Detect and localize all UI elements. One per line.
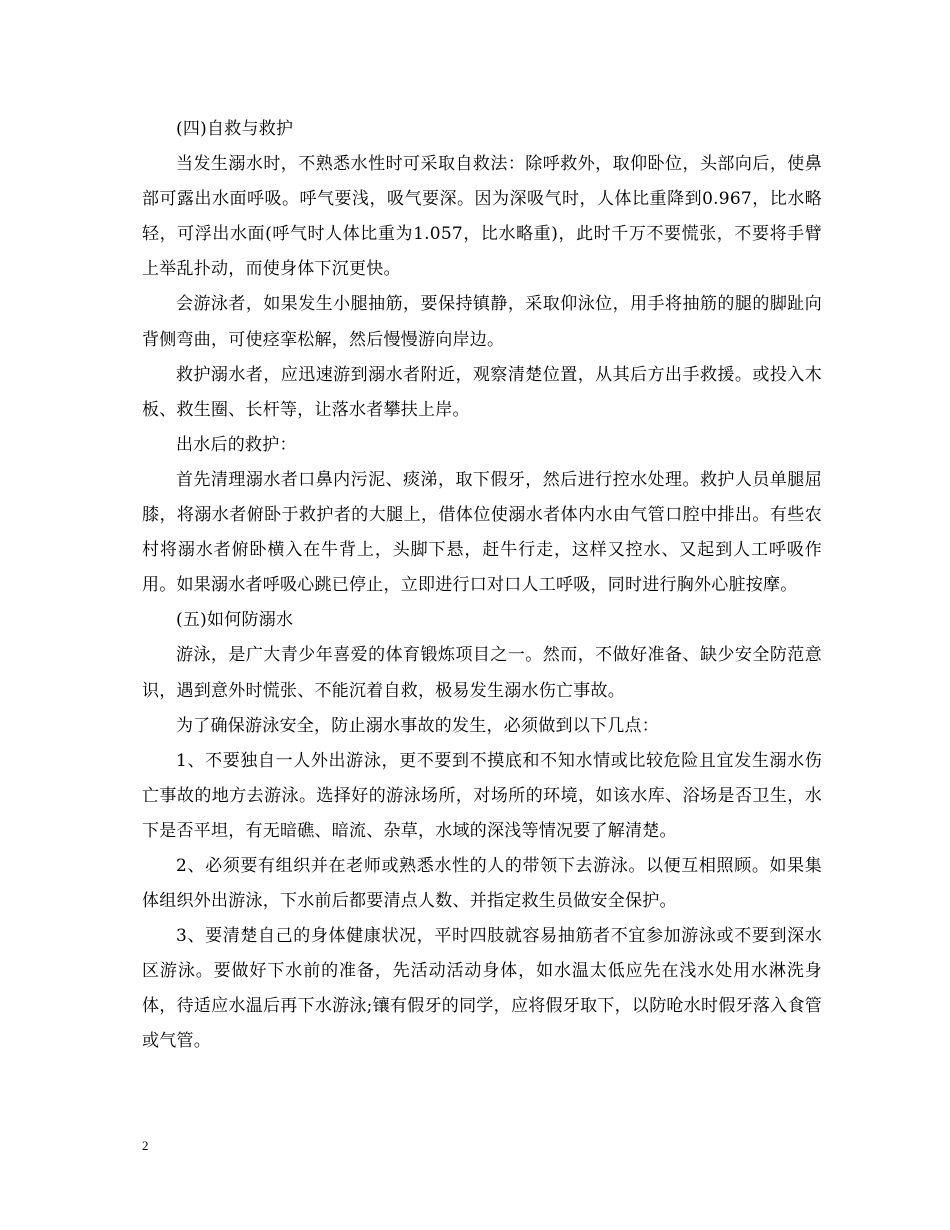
document-body <box>142 112 822 1060</box>
paragraph-after-water-title: 出水后的救护： <box>176 434 297 455</box>
paragraph-safety-points-intro: 为了确保游泳安全，防止溺水事故的发生，必须做到以下几点： <box>176 715 659 736</box>
paragraph-after-water-care: 首先清理溺水者口鼻内污泥、痰涕，取下假牙，然后进行控水处理。救护人员单腿屈膝，将溺水者俯卧于救护者的大腿上，借体位使溺水者体内水由气管口腔中排出。有些农村将溺水者俯卧横入在牛背上，头脚下悬，赶牛行走，这样又控水、又起到人工呼吸作用。如果溺水者呼吸心跳已停止，立即进行口对口人工呼吸，同时进行胸外心脏按摩。 <box>142 469 822 596</box>
paragraph-point-2: 2、必须要有组织并在老师或熟悉水性的人的带领下去游泳。以便互相照顾。如果集体组织外出游泳，下水前后都要清点人数、并指定救生员做安全保护。 <box>142 855 822 912</box>
paragraph-rescue-drowning: 救护溺水者，应迅速游到溺水者附近，观察清楚位置，从其后方出手救援。或投入木板、救生圈、长杆等，让落水者攀扶上岸。 <box>142 364 822 420</box>
paragraph-leg-cramp: 会游泳者，如果发生小腿抽筋，要保持镇静，采取仰泳位，用手将抽筋的腿的脚趾向背侧弯曲，可使痉挛松解，然后慢慢游向岸边。 <box>142 294 822 350</box>
paragraph-swimming-intro: 游泳，是广大青少年喜爱的体育锻炼项目之一。然而，不做好准备、缺少安全防范意识，遇到意外时慌张、不能沉着自救，极易发生溺水伤亡事故。 <box>142 645 822 701</box>
section-heading-self-rescue: (四)自救与救护 <box>176 119 294 139</box>
section-heading-prevention: (五)如何防溺水 <box>176 610 294 631</box>
paragraph-self-rescue-method: 当发生溺水时，不熟悉水性时可采取自救法：除呼救外，取仰卧位，头部向后，使鼻部可露出水面呼吸。呼气要浅，吸气要深。因为深吸气时，人体比重降到0.967，比水略轻，可浮出水面(呼气时人体比重为1.057，比水略重)，此时千万不要慌张，不要将手臂上举乱扑动，而使身体下沉更快。 <box>142 154 822 280</box>
page-number: 2 <box>142 1138 149 1153</box>
paragraph-point-1: 1、不要独自一人外出游泳，更不要到不摸底和不知水情或比较危险且宜发生溺水伤亡事故的地方去游泳。选择好的游泳场所，对场所的环境，如该水库、浴场是否卫生，水下是否平坦，有无暗礁、暗流、杂草，水域的深浅等情况要了解清楚。 <box>142 750 822 841</box>
paragraph-point-3: 3、要清楚自己的身体健康状况，平时四肢就容易抽筋者不宜参加游泳或不要到深水区游泳。要做好下水前的准备，先活动活动身体，如水温太低应先在浅水处用水淋洗身体，待适应水温后再下水游泳;镶有假牙的同学，应将假牙取下，以防呛水时假牙落入食管或气管。 <box>142 926 822 1052</box>
